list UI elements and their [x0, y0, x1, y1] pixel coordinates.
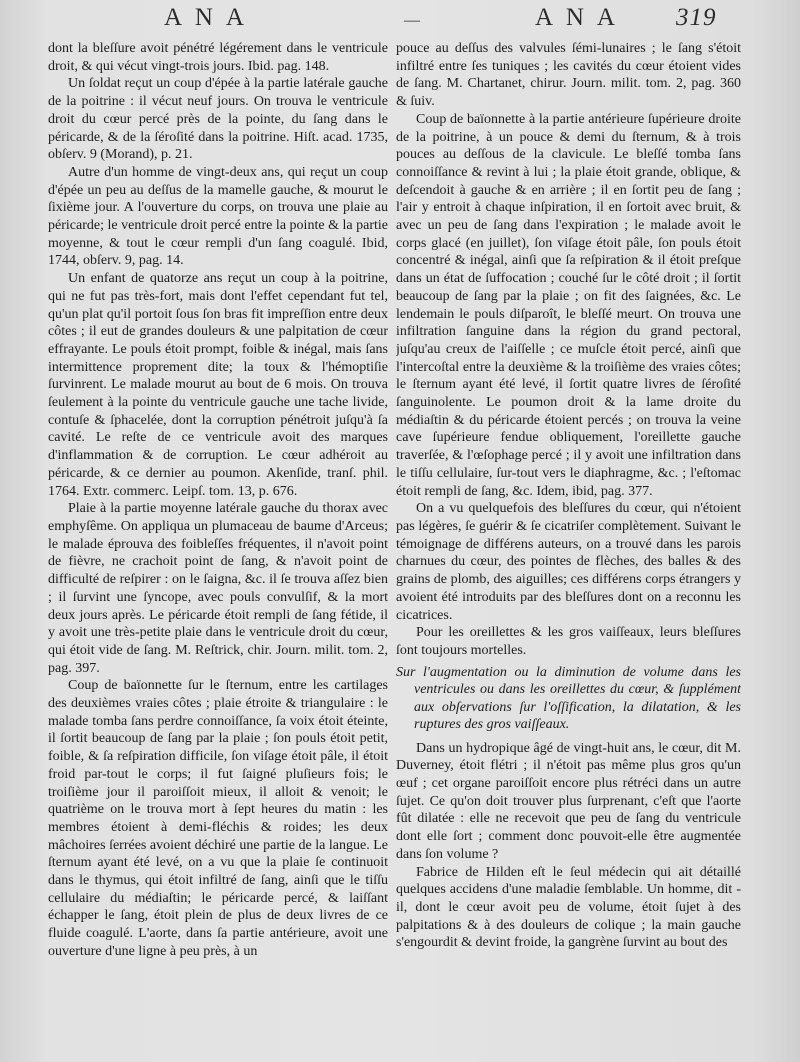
paragraph: Coup de baïonnette ſur le ſternum, entre les cartilages des deuxièmes vraies côtes ; plaie étroite & triangulaire : le malade tomba ſans perdre connoiſſance, ſa voix étoit éteinte, il ſortit beaucoup de ſang par la plaie ; ſon pouls étoit petit, foible, & ſa reſpiration difficile, ſon viſage étoit pâle, il étoit froid par-tout le corps; il fut ſaigné pluſieurs fois; le troiſième jour il paroiſſoit mieux, il alloit & venoit; le quatrième on le trouva mort à ſept heures du matin : les membres étoient à demi-fléchis & roides; les deux mâchoires ſerrées avoient déchiré une partie de la langue. Le ſternum ayant été levé, on a vu que la plaie ſe continuoit dans le thymus, qui étoit infiltré de ſang, ainſi que le tiſſu cellulaire du médiaſtin; le péricarde percé, & laiſſant échapper le ſang, étoit plein de plus de deux livres de ce fluide coagulé. L'aorte, dans ſa partie antérieure, avoit une ouverture d'une ligne à peu près, à un	[48, 678, 388, 959]
section-heading: Sur l'augmentation ou la diminution de volume dans les ventricules ou dans les oreillettes du cœur, & ſupplément aux obſervations ſur l'oſſification, la dilatation, & les ruptures des gros vaiſſeaux.	[396, 664, 741, 733]
paragraph: On a vu quelquefois des bleſſures du cœur, qui n'étoient pas légères, ſe guérir & ſe cicatriſer complètement. Suivant le témoignage de différens auteurs, on a trouvé dans les parois charnues du cœur, des pointes de flèches, des balles & des grains de plomb, des aiguilles; ces différens corps étrangers y avoient été introduits par des bleſſures dont on a reconnu les cicatrices.	[396, 501, 741, 623]
paragraph: pouce au deſſus des valvules ſémi-lunaires ; le ſang s'étoit infiltré entre ſes tuniques ; les cavités du cœur étoient vides de ſang. M. Chartanet, chirur. Journ. milit. tom. 2, pag. 360 & ſuiv.	[396, 41, 741, 110]
paragraph: dont la bleſſure avoit pénétré légérement dans le ventricule droit, & qui vécut vingt-trois jours. Ibid. pag. 148.	[48, 41, 388, 74]
running-head-left: A N A	[164, 4, 248, 31]
paragraph: Pour les oreillettes & les gros vaiſſeaux, leurs bleſſures ſont toujours mortelles.	[396, 625, 741, 658]
running-head-dash: —	[404, 12, 424, 29]
running-head-right: A N A	[535, 4, 619, 31]
right-column	[396, 40, 741, 1060]
paragraph: Un ſoldat reçut un coup d'épée à la partie latérale gauche de la poitrine : il vécut neuf jours. On trouva le ventricule droit du cœur percé près de la pointe, du ſang dans le péricarde, & de la ſéroſité dans la poitrine. Hiſt. acad. 1735, obſerv. 9 (Morand), p. 21.	[48, 76, 388, 163]
page-number: 319	[676, 4, 717, 31]
paragraph: Dans un hydropique âgé de vingt-huit ans, le cœur, dit M. Duverney, étoit flétri ; il n'étoit pas même plus gros qu'un œuf ; cet organe paroiſſoit encore plus rétréci dans un autre ſujet. Ce qu'on doit trouver plus ſurprenant, c'eſt que l'aorte fût dilatée : elle ne recevoit que peu de ſang du ventricule dont elle ſort ; comment donc pouvoit-elle être augmentée dans ſon volume ?	[396, 740, 741, 862]
paragraph: Coup de baïonnette à la partie antérieure ſupérieure droite de la poitrine, à un pouce & demi du ſternum, & à trois pouces au deſſous de la clavicule. Le bleſſé tomba ſans connoiſſance & revint à lui ; la plaie étoit grande, oblique, & deſcendoit à gauche & en arrière ; il en ſortit peu de ſang ; l'air y entroit à chaque inſpiration, il en ſortoit avec bruit, & avec un peu de ſang dans l'expiration ; le malade avoit le corps glacé (en juillet), ſon viſage étoit pâle, ſon pouls étoit concentré & inégal, ainſi que ſa reſpiration & il étoit preſque dans un état de ſuffocation ; couché ſur le côté droit ; il ſortit beaucoup de ſang par la plaie ; on fit des ſaignées, &c. Le lendemain le pouls diſparoît, le bleſſé meurt. On trouva une infiltration ſanguine dans la région du grand pectoral, juſqu'au creux de l'aiſſelle ; ce muſcle étoit percé, ainſi que l'intercoſtal entre la deuxième & la troiſième des vraies côtes; le ſternum ayant été levé, il ſortit quatre livres de ſéroſité ſanguinolente. Le poumon droit & la lame droite du médiaſtin & du péricarde étoient percés ; on trouva la veine cave ſupérieure fendue obliquement, l'oreillette gauche traverſée, & l'œſophage percé ; il y avoit une infiltration dans le tiſſu cellulaire, ſur-tout vers le diaphragme, &c. ; l'eſtomac étoit rempli de ſang, &c. Idem, ibid, pag. 377.	[396, 111, 741, 499]
paragraph: Fabrice de Hilden eſt le ſeul médecin qui ait détaillé quelques accidens d'une maladie ſemblable. Un homme, dit - il, dont le cœur avoit peu de volume, étoit ſujet à des palpitations & à des douleurs de colique ; la main gauche s'engourdit & devint froide, la gangrène ſurvint au bout des	[396, 864, 741, 951]
left-column	[48, 40, 388, 1060]
paragraph: Autre d'un homme de vingt-deux ans, qui reçut un coup d'épée un peu au deſſus de la mamelle gauche, & mourut le ſixième jour. A l'ouverture du corps, on trouva une plaie au péricarde; le ventricule droit percé entre la pointe & la partie moyenne, & tout le cœur rempli d'un ſang coagulé. Ibid, 1744, obſerv. 9, pag. 14.	[48, 164, 388, 269]
paragraph: Un enfant de quatorze ans reçut un coup à la poitrine, qui ne fut pas très-fort, mais dont l'effet cependant fut tel, qu'un plat qu'il portoit ſous ſon bras fit impreſſion entre deux côtes ; il eut de grandes douleurs & une palpitation de cœur effrayante. Le pouls étoit prompt, foible & inégal, mais ſans intermittence proprement dite; la toux & l'hémoptiſie ſurvinrent. Le malade mourut au bout de 6 mois. On trouva ſeulement à la pointe du ventricule gauche une tache livide, contuſe & ſphacelée, dont la corruption pénétroit juſqu'à ſa cavité. Le reſte de ce ventricule avoit des marques d'inflammation & de corruption. Le cœur adhéroit au péricarde, & ce dernier au poumon. Akenſide, tranſ. phil. 1764. Extr. commerc. Leipſ. tom. 13, p. 676.	[48, 271, 388, 499]
paragraph: Plaie à la partie moyenne latérale gauche du thorax avec emphyſême. On appliqua un plumaceau de baume d'Arceus; le malade éprouva des foibleſſes fréquentes, il n'avoit point de fièvre, ne crachoit point de ſang, & n'avoit point de difficulté de reſpirer : on le ſaigna, &c. il ſe trouva aſſez bien ; il ſurvint une ſyncope, avec pouls convulſif, & la mort deux jours après. Le péricarde étoit rempli de ſang fétide, il y avoit une très-petite plaie dans le ventricule droit du cœur, qui étoit vide de ſang. M. Reſtrick, chir. Journ. milit. tom. 2, pag. 397.	[48, 501, 388, 676]
running-head	[0, 4, 800, 38]
